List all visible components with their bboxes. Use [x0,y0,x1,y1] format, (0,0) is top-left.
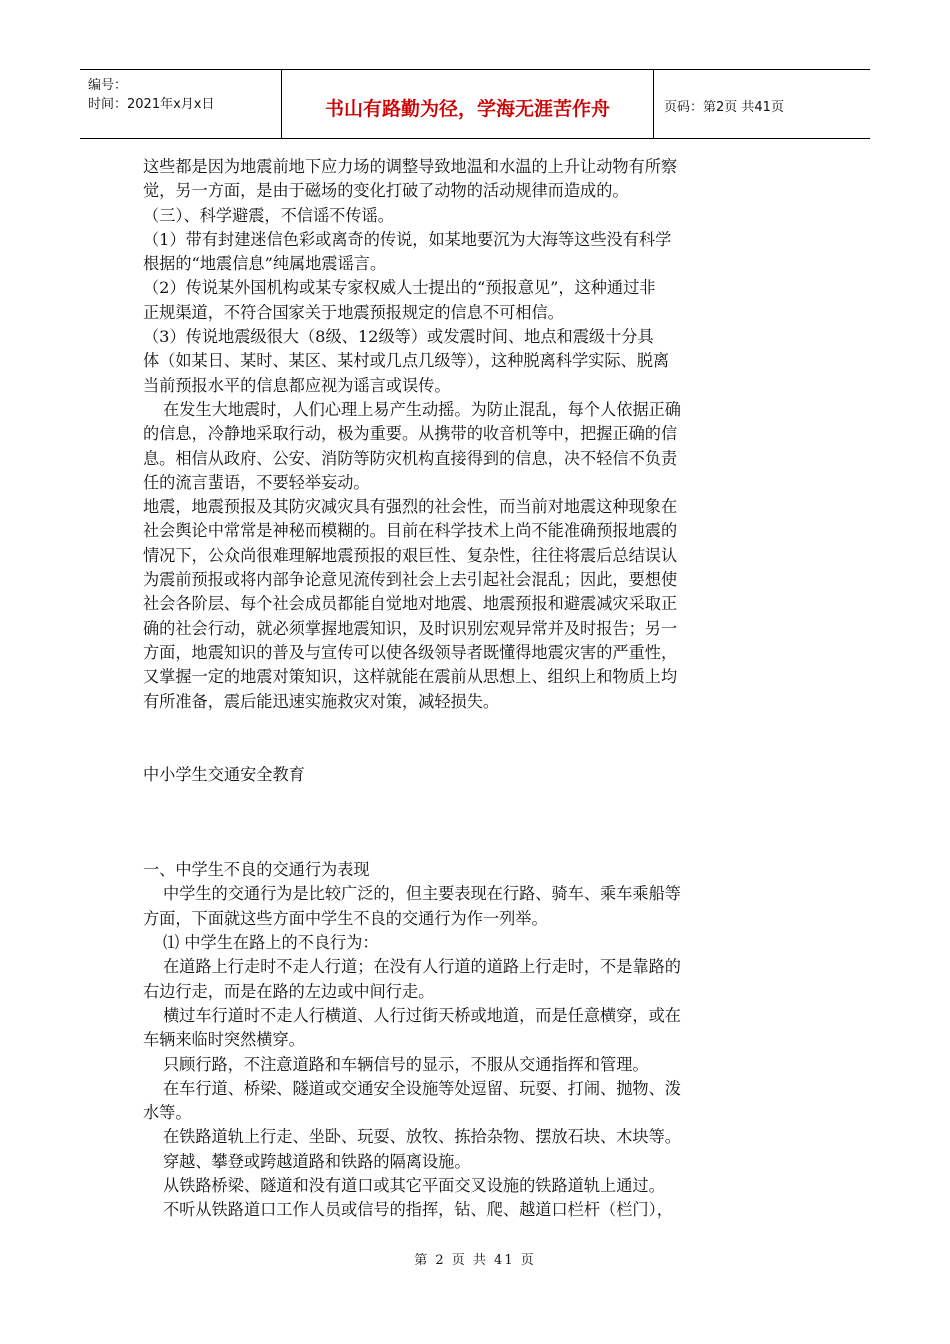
header-number-label: 编号： [88,78,128,93]
spacer [143,787,808,858]
body-line: 社会舆论中常常是神秘而模糊的。目前在科学技术上尚不能准确预报地震的 [143,521,678,541]
body-line: 方面，下面就这些方面中学生不良的交通行为作一列举。 [143,908,548,928]
body-line: 只顾行路，不注意道路和车辆信号的显示，不服从交通指挥和管理。 [163,1054,649,1074]
header-motto-cell [282,70,654,138]
body-line: 车辆来临时突然横穿。 [143,1030,305,1050]
document-body [143,155,808,1223]
body-line: 觉，另一方面，是由于磁场的变化打破了动物的活动规律而造成的。 [143,181,629,201]
body-line: 当前预报水平的信息都应视为谣言或误传。 [143,375,451,395]
body-line: 穿越、攀登或跨越道路和铁路的隔离设施。 [163,1151,471,1171]
body-line: 不听从铁路道口工作人员或信号的指挥，钻、爬、越道口栏杆（栏门）， [163,1200,673,1220]
header-time-label: 时间：2021年x月x日 [88,97,215,112]
body-line: 社会各阶层、每个社会成员都能自觉地对地震、地震预报和避震减灾采取正 [143,594,678,614]
body-line: 水等。 [143,1103,192,1123]
body-line: 在发生大地震时，人们心理上易产生动摇。为防止混乱，每个人依据正确 [163,399,681,419]
body-line: （2）传说某外国机构或某专家权威人士提出的“预报意见”，这种通过非 [143,278,656,298]
section-title: 中小学生交通安全教育 [143,764,305,784]
body-line: 有所准备，震后能迅速实施救灾对策，减轻损失。 [143,691,500,711]
header-motto: 书山有路勤为径，学海无涯苦作舟 [324,98,610,120]
header-meta-cell [80,70,282,138]
body-line: 为震前预报或将内部争论意见流传到社会上去引起社会混乱；因此，要想使 [143,570,678,590]
body-line: 正规渠道，不符合国家关于地震预报规定的信息不可相信。 [143,302,564,322]
header-page-label: 页码：第2页 共41页 [664,100,784,115]
body-line: ⑴ 中学生在路上的不良行为： [163,933,379,953]
spacer [143,714,808,763]
body-line: （1）带有封建迷信色彩或离奇的传说，如某地要沉为大海等这些没有科学 [143,229,672,249]
body-line: 这些都是因为地震前地下应力场的调整导致地温和水温的上升让动物有所察 [143,157,678,176]
body-line: 从铁路桥梁、隧道和没有道口或其它平面交叉设施的铁路道轨上通过。 [163,1175,665,1195]
body-line: 息。相信从政府、公安、消防等防灾机构直接得到的信息，决不轻信不负责 [143,448,678,468]
body-line: 地震，地震预报及其防灾减灾具有强烈的社会性，而当前对地震这种现象在 [143,497,678,517]
page-footer: 第 2 页 共 41 页 [414,1253,536,1268]
body-line: 的信息，冷静地采取行动，极为重要。从携带的收音机等中，把握正确的信 [143,424,678,444]
body-line: 右边行走，而是在路的左边或中间行走。 [143,981,435,1001]
body-line: 在车行道、桥梁、隧道或交通安全设施等处逗留、玩耍、打闹、抛物、泼 [163,1078,681,1098]
body-line: 又掌握一定的地震对策知识，这样就能在震前从思想上、组织上和物质上均 [143,667,678,687]
body-line: 确的社会行动，就必须掌握地震知识，及时识别宏观异常并及时报告；另一 [143,618,678,638]
body-line: 方面，地震知识的普及与宣传可以使各级领导者既懂得地震灾害的严重性， [143,642,678,662]
body-line: 任的流言蜚语，不要轻举妄动。 [143,472,370,492]
body-line: 体（如某日、某时、某区、某村或几点几级等），这种脱离科学实际、脱离 [143,351,670,371]
body-line: （三）、科学避震，不信谣不传谣。 [143,205,394,225]
header-page-cell [654,70,870,138]
body-line: 在铁路道轨上行走、坐卧、玩耍、放牧、拣拾杂物、摆放石块、木块等。 [163,1127,681,1147]
body-line: 横过车行道时不走人行横道、人行过街天桥或地道，而是任意横穿，或在 [163,1005,681,1025]
body-line: 情况下，公众尚很难理解地震预报的艰巨性、复杂性，往往将震后总结误认 [143,545,678,565]
body-line: 在道路上行走时不走人行道；在没有人行道的道路上行走时，不是靠路的 [163,957,681,977]
document-header [80,69,870,139]
body-line: 根据的“地震信息”纯属地震谣言。 [143,254,387,274]
body-line: （3）传说地震级很大（8级、12级等）或发震时间、地点和震级十分具 [143,327,654,347]
body-line: 中学生的交通行为是比较广泛的，但主要表现在行路、骑车、乘车乘船等 [163,884,681,904]
body-line: 一、中学生不良的交通行为表现 [143,860,370,880]
